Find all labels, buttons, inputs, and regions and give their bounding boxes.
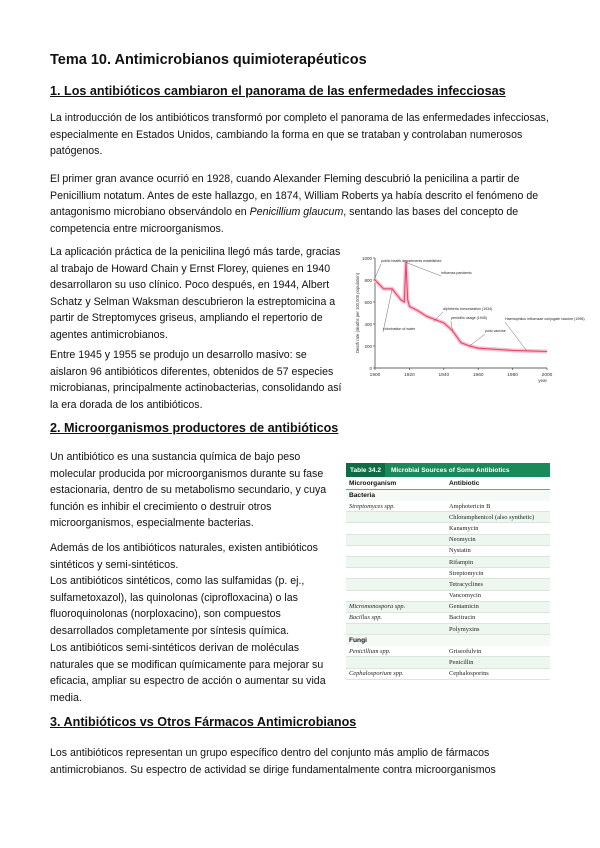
table-row bbox=[346, 535, 550, 546]
x-tick-label: 1940 bbox=[438, 373, 450, 378]
table-body bbox=[346, 490, 550, 680]
page-title: Tema 10. Antimicrobianos quimioterapéuticos bbox=[50, 52, 367, 68]
table-cell-microorganism: Bacillus spp. bbox=[349, 614, 383, 622]
table-row bbox=[346, 613, 550, 624]
annotation-pointer bbox=[505, 322, 526, 350]
chart-annotation: influenza pandemic bbox=[441, 271, 472, 275]
table-group-rows bbox=[346, 646, 550, 680]
table-cell-microorganism: Micromonospora spp. bbox=[349, 603, 406, 611]
section-2-paragraph-4: Los antibióticos semi-sintéticos derivan de moléculas naturales que se modifican químicamente para mejorar su eficacia, ampliar su espectro de acción o aumentar su vida media. bbox=[50, 642, 326, 704]
table-cell-antibiotic: Polymyxins bbox=[449, 625, 480, 633]
x-tick-label: 1960 bbox=[472, 373, 484, 378]
table-row bbox=[346, 512, 550, 523]
table-column-headers bbox=[346, 477, 550, 490]
section-2-paragraph-1: Un antibiótico es una sustancia química de bajo peso molecular producida por microorganismos durante su fase estacionaria, dentro de su metabolismo secundario, y cuya función es inhibir el crecimiento o destruir otros microorganismos, especialmente bacterias. bbox=[50, 451, 327, 530]
table-row bbox=[346, 591, 550, 602]
y-axis-label: Death rate (deaths per 100,000 population) bbox=[355, 272, 360, 354]
x-tick-label: 1920 bbox=[404, 373, 415, 378]
column-antibiotic: Antibiotic bbox=[449, 479, 480, 487]
table-number: Table 34.2 bbox=[346, 463, 385, 477]
section-1-paragraph-2 bbox=[50, 171, 550, 237]
p2-text-b: , sentando las bases del concepto de competencia entre microorganismos. bbox=[50, 206, 519, 235]
table-row bbox=[346, 568, 550, 579]
table-cell-antibiotic: Gentamicin bbox=[449, 603, 479, 611]
section-1-paragraph-4: Entre 1945 y 1955 se produjo un desarrollo masivo: se aislaron 96 antibióticos diferentes, obtenidos de 57 especies microbianas, principalmente actinobacterias, consolidando así la era dorada de los antibióticos. bbox=[50, 349, 342, 411]
table-row bbox=[346, 523, 550, 534]
section-3-heading: 3. Antibióticos vs Otros Fármacos Antimicrobianos bbox=[50, 715, 357, 729]
section-3-paragraph-1: Los antibióticos representan un grupo específico dentro del conjunto más amplio de fármacos antimicrobianos. Su espectro de actividad se dirige fundamentalmente contra microorganismos bbox=[50, 747, 496, 776]
table-cell-microorganism: Cephalosporium spp. bbox=[349, 670, 404, 678]
y-tick-label: 800 bbox=[364, 278, 372, 283]
p2-italic: Penicillium glaucum bbox=[249, 206, 344, 219]
table-cell-antibiotic: Streptomycin bbox=[449, 569, 484, 577]
table-cell-antibiotic: Amphotericin B bbox=[449, 502, 491, 510]
table-row bbox=[346, 546, 550, 557]
y-tick-label: 0 bbox=[369, 366, 372, 371]
table-cell-antibiotic: Vancomycin bbox=[449, 592, 481, 600]
table-cell-antibiotic: Tetracyclines bbox=[449, 580, 483, 588]
section-1-paragraph-1: La introducción de los antibióticos transformó por completo el panorama de las enfermedades infecciosas, especialmente en Estados Unidos, cambiando la forma en que se trataban y controlaban numerosos patógenos. bbox=[50, 112, 549, 158]
column-microorganism: Microorganism bbox=[349, 479, 397, 487]
x-axis-label: year bbox=[538, 378, 547, 383]
y-tick-label: 400 bbox=[364, 322, 372, 327]
table-cell-antibiotic: Griseofulvin bbox=[449, 647, 482, 655]
annotation-pointer bbox=[470, 334, 485, 346]
x-tick-label: 1900 bbox=[369, 373, 381, 378]
y-tick-label: 1000 bbox=[361, 256, 372, 261]
table-group-rows bbox=[346, 501, 550, 635]
chart-annotation: polio vaccine bbox=[485, 329, 506, 333]
table-cell-antibiotic: Nystatin bbox=[449, 547, 471, 555]
table-row bbox=[346, 602, 550, 613]
table-row bbox=[346, 669, 550, 680]
section-1-heading: 1. Los antibióticos cambiaron el panorama de las enfermedades infecciosas bbox=[50, 84, 506, 98]
annotation-pointer bbox=[406, 262, 441, 276]
p2-text-a: El primer gran avance ocurrió en 1928, cuando Alexander Fleming descubrió la penicilina a partir de Penicillium notatum. Antes de este hallazgo, en 1874, William Roberts ya había descrito el fenómeno de antagonismo microbiano observándolo en bbox=[50, 173, 539, 219]
section-2-paragraph-2: Además de los antibióticos naturales, existen antibióticos sintéticos y semi-sintéticos. bbox=[50, 542, 318, 571]
section-2-heading: 2. Microorganismos productores de antibióticos bbox=[50, 421, 339, 435]
table-cell-antibiotic: Neomycin bbox=[449, 536, 476, 544]
table-cell-antibiotic: Cephalosporins bbox=[449, 670, 489, 678]
x-tick-label: 2000 bbox=[541, 373, 553, 378]
table-cell-microorganism: Penicillium spp. bbox=[349, 647, 391, 655]
y-tick-label: 200 bbox=[364, 344, 372, 349]
section-1-paragraph-3: La aplicación práctica de la penicilina llegó más tarde, gracias al trabajo de Howard Chain y Ernst Florey, quienes en 1940 desarrollaron su uso clínico. Poco después, en 1944, Albert Schatz y Selman Waksman descubrieron la estreptomicina a partir de Streptomyces griseus, ampliando el repertorio de agentes antimicrobianos. bbox=[50, 246, 341, 341]
table-group-heading: Fungi bbox=[346, 635, 550, 646]
table-row bbox=[346, 646, 550, 657]
table-group-heading: Bacteria bbox=[346, 490, 550, 501]
y-tick-label: 600 bbox=[364, 300, 372, 305]
chart-annotation: penicillin usage (1945) bbox=[451, 316, 487, 320]
antibiotic-sources-table bbox=[346, 463, 550, 680]
table-row bbox=[346, 501, 550, 512]
table-row bbox=[346, 624, 550, 635]
table-cell-antibiotic: Penicillin bbox=[449, 659, 474, 667]
table-header bbox=[346, 463, 550, 477]
table-row bbox=[346, 557, 550, 568]
table-cell-antibiotic: Bacitracin bbox=[449, 614, 476, 622]
table-cell-antibiotic: Rifampin bbox=[449, 558, 474, 566]
chart-annotation: public health departments established bbox=[381, 259, 442, 263]
table-row bbox=[346, 657, 550, 668]
chart-svg bbox=[353, 250, 585, 386]
death-rate-chart bbox=[353, 250, 585, 386]
chart-annotation: diphtheria immunization (1934) bbox=[443, 307, 493, 311]
chart-annotation: chlorination of water bbox=[383, 327, 416, 331]
table-cell-microorganism: Streptomyces spp. bbox=[349, 502, 395, 510]
section-2-paragraph-3: Los antibióticos sintéticos, como las sulfamidas (p. ej., sulfametoxazol), las quinolonas (ciprofloxacina) o las fluoroquinolonas (norploxacino), son compuestos desarrollados completamente por síntesis química. bbox=[50, 575, 305, 637]
annotation-pointer bbox=[383, 289, 392, 332]
x-tick-label: 1980 bbox=[507, 373, 518, 378]
table-caption: Microbial Sources of Some Antibiotics bbox=[390, 466, 510, 474]
table-row bbox=[346, 579, 550, 590]
table-cell-antibiotic: Kanamycin bbox=[449, 524, 479, 532]
annotation-pointer bbox=[375, 264, 381, 278]
table-cell-antibiotic: Chloramphenicol (also synthetic) bbox=[449, 513, 535, 521]
chart-annotation: Haemophilus influenzae conjugate vaccine (1998) bbox=[505, 317, 585, 321]
